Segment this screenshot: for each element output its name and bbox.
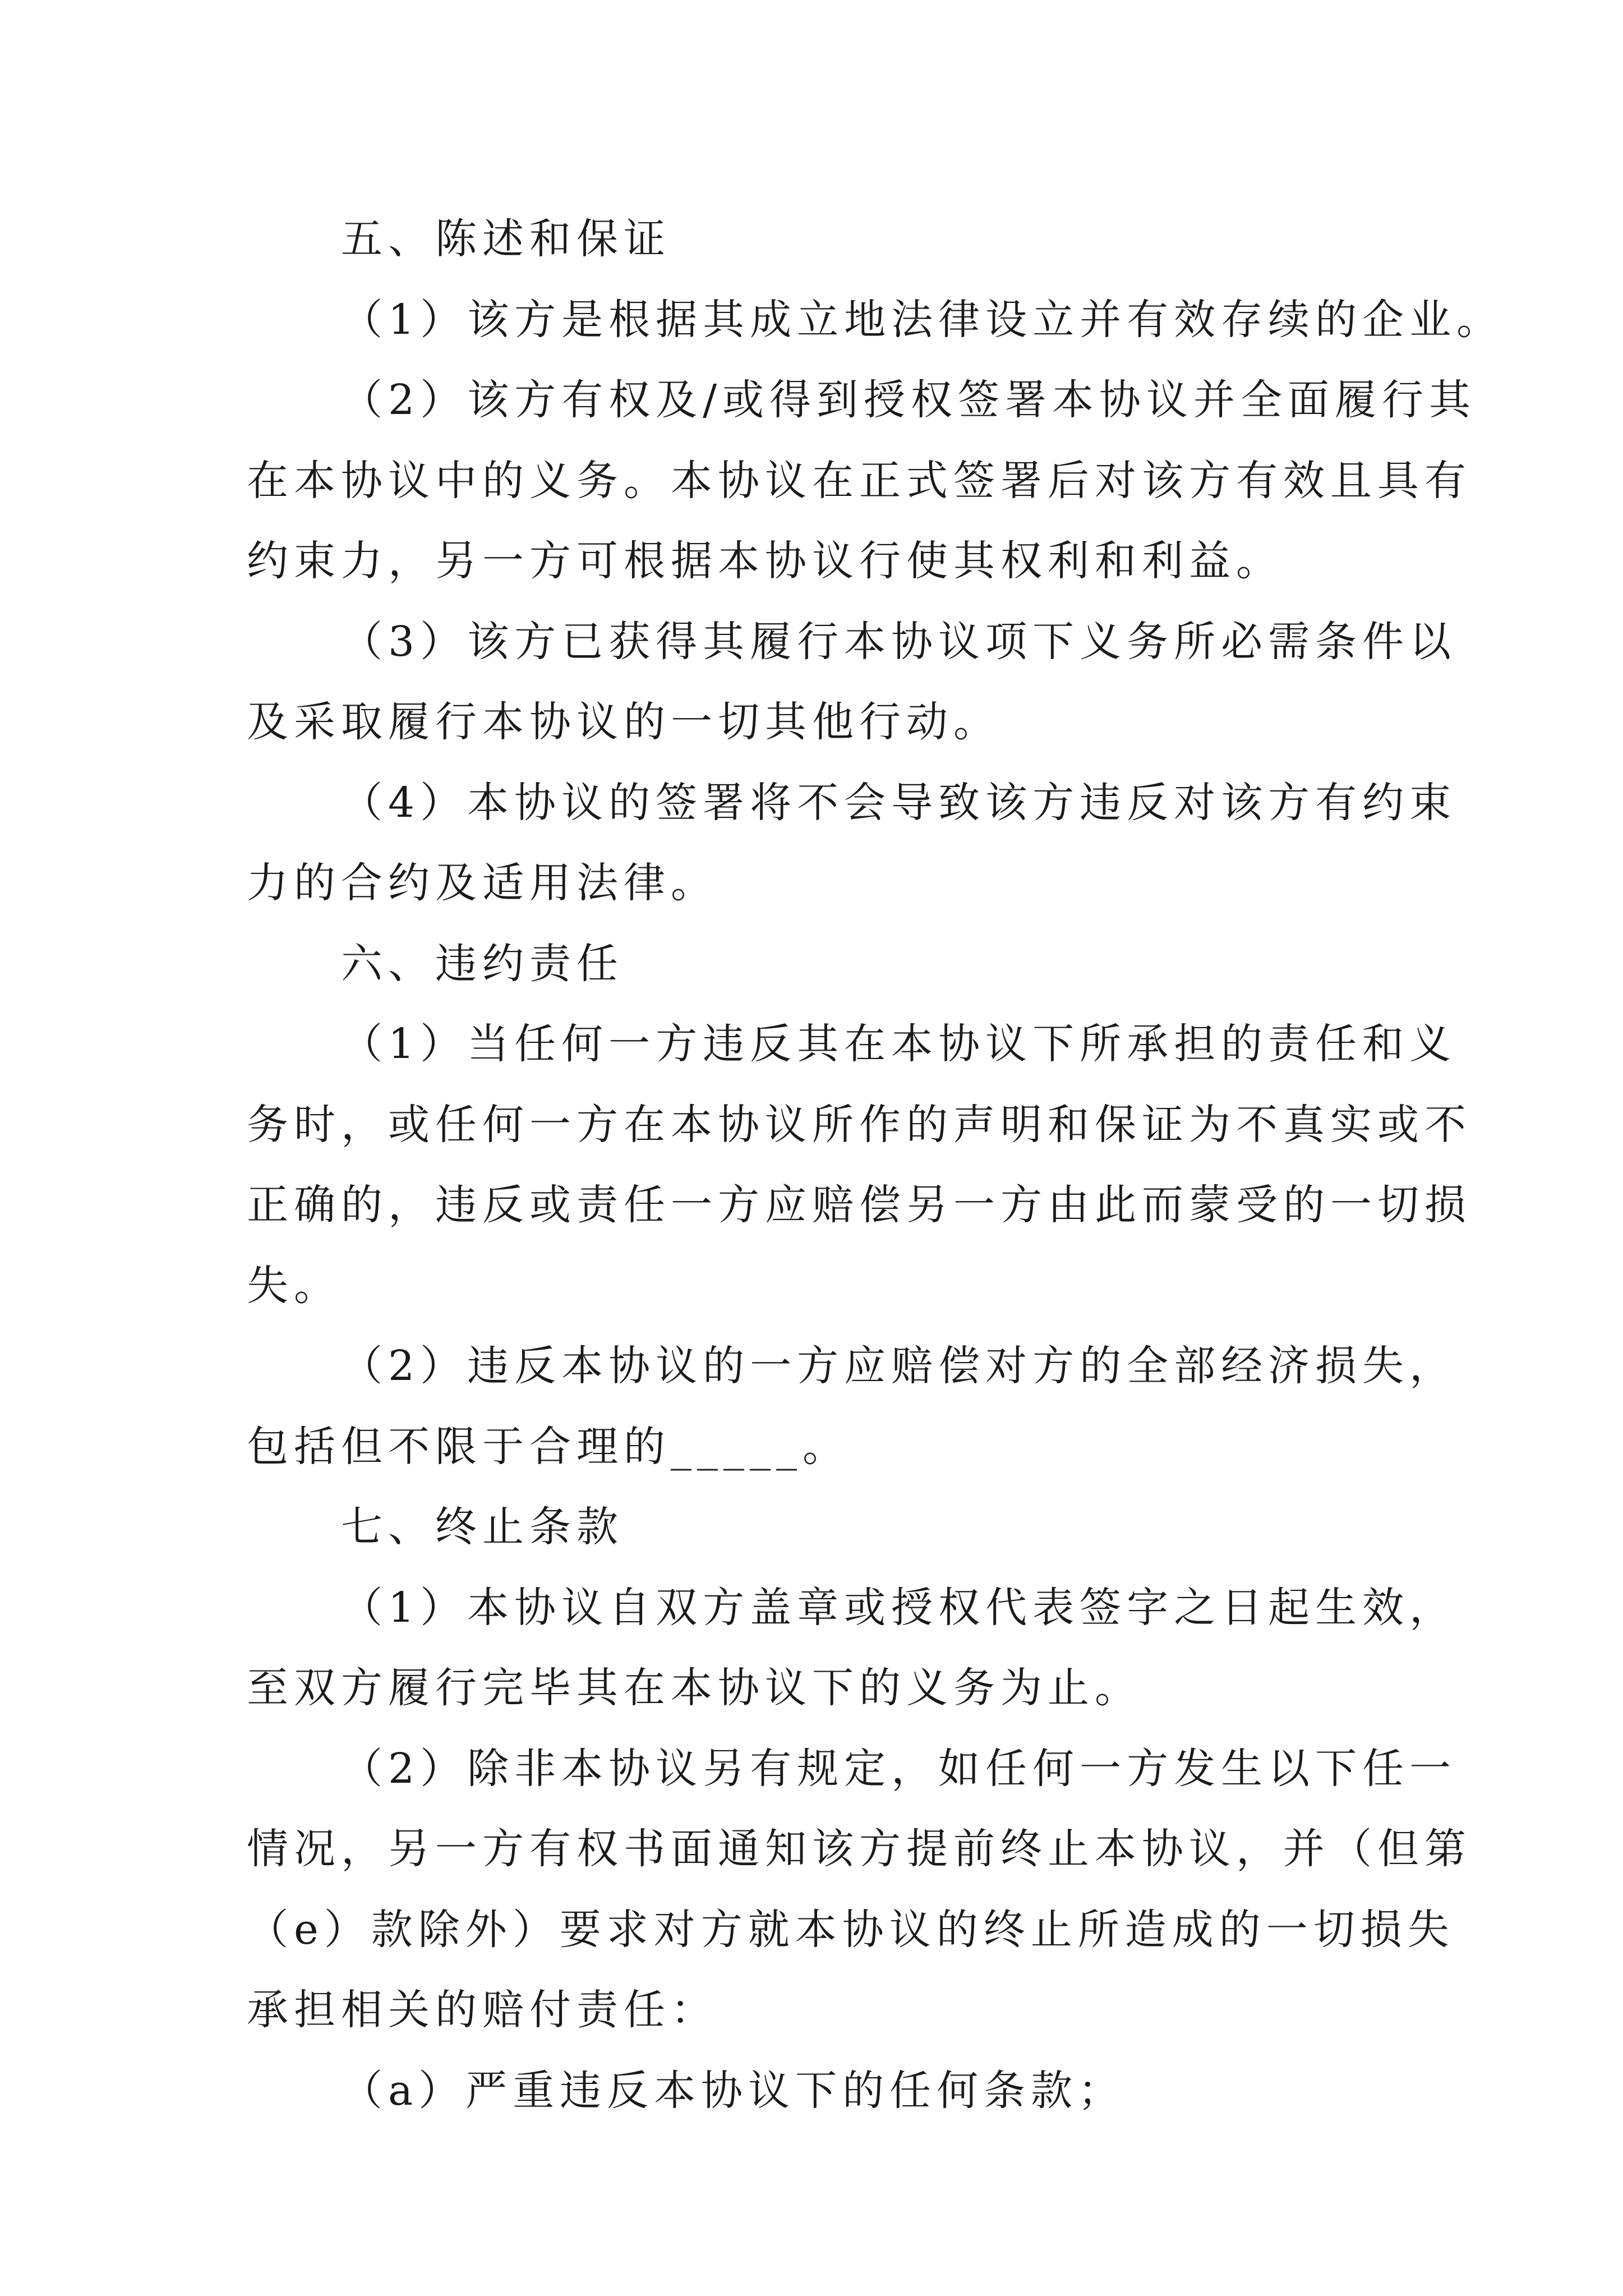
- section-heading-representations: 五、陈述和保证: [341, 215, 671, 263]
- document-body: [247, 199, 1504, 2131]
- paragraph-line: 至双方履行完毕其在本协议下的义务为止。: [247, 1664, 1142, 1712]
- paragraph-line: 力的合约及适用法律。: [247, 859, 718, 907]
- paragraph-line: 及采取履行本协议的一切其他行动。: [247, 698, 1000, 746]
- paragraph-line: （3）该方已获得其履行本协议项下义务所必需条件以: [341, 617, 1457, 666]
- paragraph-line: 在本协议中的义务。本协议在正式签署后对该方有效且具有: [247, 456, 1472, 505]
- paragraph-line: （e）款除外）要求对方就本协议的终止所造成的一切损失: [247, 1905, 1455, 1954]
- paragraph-line: （2）违反本协议的一方应赔偿对方的全部经济损失，: [341, 1342, 1457, 1390]
- section-heading-liability: 六、违约责任: [341, 939, 624, 988]
- paragraph-line: 包括但不限于合理的_____。: [247, 1422, 850, 1471]
- paragraph-line: （1）本协议自双方盖章或授权代表签字之日起生效，: [341, 1583, 1457, 1632]
- paragraph-line: 约束力，另一方可根据本协议行使其权利和利益。: [247, 537, 1283, 585]
- paragraph-line: （2）该方有权及/或得到授权签署本协议并全面履行其: [341, 376, 1477, 424]
- paragraph-line: （1）该方是根据其成立地法律设立并有效存续的企业。: [341, 295, 1504, 344]
- paragraph-line: 情况，另一方有权书面通知该方提前终止本协议，并（但第: [247, 1825, 1472, 1873]
- paragraph-line: 正确的，违反或责任一方应赔偿另一方由此而蒙受的一切损: [247, 1181, 1472, 1229]
- paragraph-line: （a）严重违反本协议下的任何条款；: [341, 2066, 1126, 2115]
- paragraph-line: （1）当任何一方违反其在本协议下所承担的责任和义: [341, 1020, 1457, 1068]
- paragraph-line: （4）本协议的签署将不会导致该方违反对该方有约束: [341, 778, 1457, 827]
- paragraph-line: （2）除非本协议另有规定，如任何一方发生以下任一: [341, 1744, 1457, 1793]
- paragraph-line: 失。: [247, 1261, 341, 1310]
- section-heading-termination: 七、终止条款: [341, 1503, 624, 1551]
- paragraph-line: 务时，或任何一方在本协议所作的声明和保证为不真实或不: [247, 1100, 1472, 1149]
- paragraph-line: 承担相关的赔付责任：: [247, 1986, 718, 2034]
